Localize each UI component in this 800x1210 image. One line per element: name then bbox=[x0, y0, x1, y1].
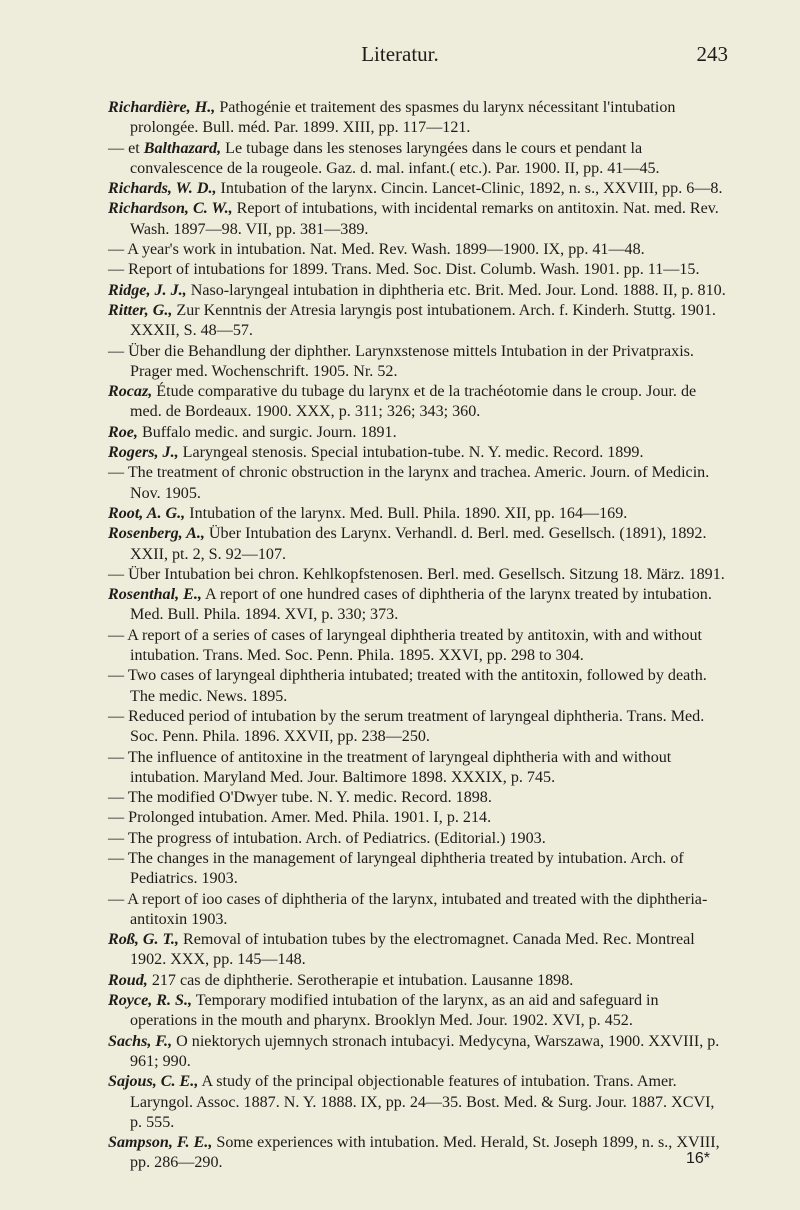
bibliography-entry bbox=[108, 1133, 728, 1174]
bibliography-entry bbox=[108, 301, 728, 342]
entry-author: Root, A. G., bbox=[108, 504, 186, 522]
entry-author: Royce, R. S., bbox=[108, 992, 193, 1010]
entry-author: Rosenthal, E., bbox=[108, 586, 202, 604]
bibliography-entry bbox=[108, 342, 728, 383]
entry-citation: Über Intubation des Larynx. Verhandl. d. Berl. med. Gesellsch. (1891), 1892. XXII, pt. 2, S. 92—107. bbox=[130, 525, 707, 563]
entry-citation: — The treatment of chronic obstruction in the larynx and trachea. Americ. Journ. of Medicin. Nov. 1905. bbox=[108, 464, 710, 502]
entry-author: Sajous, C. E., bbox=[108, 1073, 199, 1091]
bibliography-entry bbox=[108, 971, 728, 991]
bibliography-entry bbox=[108, 281, 728, 301]
entry-citation: 217 cas de diphtherie. Serotherapie et intubation. Lausanne 1898. bbox=[147, 971, 574, 989]
entry-author: Sachs, F., bbox=[108, 1032, 173, 1050]
bibliography-entry bbox=[108, 890, 728, 931]
bibliography-entry bbox=[108, 524, 728, 565]
bibliography-entry bbox=[108, 139, 728, 180]
bibliography-entry bbox=[108, 504, 728, 524]
running-head bbox=[0, 42, 800, 72]
bibliography-entry bbox=[108, 585, 728, 626]
entry-citation: — Über Intubation bei chron. Kehlkopfstenosen. Berl. med. Gesellsch. Sitzung 18. März. 1891. bbox=[108, 565, 725, 583]
entry-author: Richardson, C. W., bbox=[108, 200, 233, 218]
entry-citation: Buffalo medic. and surgic. Journ. 1891. bbox=[137, 423, 397, 441]
entry-citation: O niektorych ujemnych stronach intubacyi. Medycyna, Warszawa, 1900. XXVIII, p. 961; 990. bbox=[130, 1032, 720, 1070]
bibliography-entry bbox=[108, 991, 728, 1032]
entry-citation: Some experiences with intubation. Med. Herald, St. Joseph 1899, n. s., XVIII, pp. 286—290. bbox=[130, 1134, 720, 1172]
bibliography-entry bbox=[108, 382, 728, 423]
bibliography-list bbox=[108, 98, 728, 1174]
bibliography-entry bbox=[108, 748, 728, 789]
entry-citation: Intubation of the larynx. Med. Bull. Phila. 1890. XII, pp. 164—169. bbox=[185, 504, 628, 522]
bibliography-entry bbox=[108, 707, 728, 748]
printer-signature: 16* bbox=[685, 1150, 710, 1167]
entry-citation: Zur Kenntnis der Atresia laryngis post intubationem. Arch. f. Kinderh. Stuttg. 1901. XXXII, S. 48—57. bbox=[130, 301, 716, 340]
entry-author: Ritter, G., bbox=[108, 301, 173, 319]
bibliography-entry bbox=[108, 463, 728, 504]
page-number: 243 bbox=[696, 42, 728, 66]
bibliography-entry bbox=[108, 788, 728, 808]
bibliography-entry bbox=[108, 565, 728, 585]
entry-citation: — Report of intubations for 1899. Trans. Med. Soc. Dist. Columb. Wash. 1901. pp. 11—15. bbox=[108, 261, 700, 279]
bibliography-entry bbox=[108, 199, 728, 240]
bibliography-entry bbox=[108, 849, 728, 890]
entry-citation: A study of the principal objectionable features of intubation. Trans. Amer. Laryngol. Assoc. 1887. N. Y. 1888. IX, pp. 24—35. Bost. Med. & Surg. Jour. 1887. XCVI, p. 555. bbox=[130, 1073, 715, 1131]
entry-author: Richards, W. D., bbox=[108, 180, 217, 198]
entry-citation: Intubation of the larynx. Cincin. Lancet-Clinic, 1892, n. s., XXVIII, pp. 6—8. bbox=[216, 180, 723, 198]
bibliography-entry bbox=[108, 808, 728, 828]
bibliography-entry bbox=[108, 443, 728, 463]
entry-citation: — A year's work in intubation. Nat. Med. Rev. Wash. 1899—1900. IX, pp. 41—48. bbox=[108, 241, 645, 259]
entry-author: Roe, bbox=[108, 423, 138, 441]
entry-author: Balthazard, bbox=[143, 139, 222, 157]
entry-author: Roud, bbox=[108, 971, 148, 989]
entry-citation: — A report of ioo cases of diphtheria of the larynx, intubated and treated with the diphtheria-antitoxin 1903. bbox=[108, 890, 708, 928]
entry-citation: Temporary modified intubation of the larynx, as an aid and safeguard in operations in the mouth and pharynx. Brooklyn Med. Jour. 1902. XVI, p. 452. bbox=[130, 992, 659, 1030]
bibliography-entry bbox=[108, 423, 728, 443]
entry-citation: Pathogénie et traitement des spasmes du larynx nécessitant l'intubation prolongée. Bull. méd. Par. 1899. XIII, pp. 117—121. bbox=[130, 99, 676, 137]
entry-citation: — Reduced period of intubation by the serum treatment of laryngeal diphtheria. Trans. Med. Soc. Penn. Phila. 1896. XXVII, pp. 238—250. bbox=[108, 707, 705, 746]
bibliography-entry bbox=[108, 1032, 728, 1073]
entry-citation: — The progress of intubation. Arch. of Pediatrics. (Editorial.) 1903. bbox=[108, 829, 546, 847]
entry-citation: — The changes in the management of laryngeal diphtheria treated by intubation. Arch. of Pediatrics. 1903. bbox=[108, 849, 684, 888]
bibliography-entry bbox=[108, 98, 728, 139]
entry-citation: A report of one hundred cases of diphtheria of the larynx treated by intubation. Med. Bull. Phila. 1894. XVI, p. 330; 373. bbox=[130, 586, 712, 624]
entry-citation: — The influence of antitoxine in the treatment of laryngeal diphtheria with and without intubation. Maryland Med. Jour. Baltimore 1898. XXXIX, p. 745. bbox=[108, 748, 672, 786]
entry-citation: Removal of intubation tubes by the electromagnet. Canada Med. Rec. Montreal 1902. XXX, pp. 145—148. bbox=[130, 931, 695, 969]
bibliography-entry bbox=[108, 260, 728, 280]
bibliography-entry bbox=[108, 179, 728, 199]
entry-author: Sampson, F. E., bbox=[108, 1134, 213, 1152]
entry-author: Rogers, J., bbox=[108, 444, 179, 462]
entry-citation: — Two cases of laryngeal diphtheria intubated; treated with the antitoxin, followed by death. The medic. News. 1895. bbox=[108, 667, 707, 705]
entry-citation: — et bbox=[108, 139, 144, 157]
entry-citation: Naso-laryngeal intubation in diphtheria etc. Brit. Med. Jour. Lond. 1888. II, p. 810. bbox=[186, 281, 726, 299]
entry-citation: Report of intubations, with incidental remarks on antitoxin. Nat. med. Rev. Wash. 1897—98. VII, pp. 381—389. bbox=[130, 200, 719, 238]
bibliography-entry bbox=[108, 930, 728, 971]
entry-author: Richardière, H., bbox=[108, 99, 216, 116]
bibliography-entry bbox=[108, 1072, 728, 1133]
bibliography-entry bbox=[108, 240, 728, 260]
entry-author: Ridge, J. J., bbox=[108, 281, 187, 299]
entry-citation: Laryngeal stenosis. Special intubation-tube. N. Y. medic. Record. 1899. bbox=[178, 444, 644, 462]
entry-citation: — Prolonged intubation. Amer. Med. Phila. 1901. I, p. 214. bbox=[108, 809, 492, 827]
entry-citation: — Über die Behandlung der diphther. Larynxstenose mittels Intubation in der Privatpraxis. Prager med. Wochenschrift. 1905. Nr. 52. bbox=[108, 342, 694, 380]
entry-author: Rosenberg, A., bbox=[108, 525, 205, 543]
entry-citation: Étude comparative du tubage du larynx et de la trachéotomie dans le croup. Jour. de med. de Bordeaux. 1900. XXX, p. 311; 326; 343; 360. bbox=[130, 383, 697, 421]
entry-citation: — The modified O'Dwyer tube. N. Y. medic. Record. 1898. bbox=[108, 789, 492, 807]
running-head-title: Literatur. bbox=[361, 42, 439, 66]
bibliography-entry bbox=[108, 829, 728, 849]
bibliography-entry bbox=[108, 666, 728, 707]
bibliography-entry bbox=[108, 626, 728, 667]
entry-author: Roß, G. T., bbox=[108, 931, 179, 949]
entry-citation: — A report of a series of cases of laryngeal diphtheria treated by antitoxin, with and without intubation. Trans. Med. Soc. Penn. Phila. 1895. XXVI, pp. 298 to 304. bbox=[108, 626, 702, 665]
entry-author: Rocaz, bbox=[108, 383, 153, 401]
entry-citation: Le tubage dans les stenoses laryngées dans le cours et pendant la convalescence de la rougeole. Gaz. d. mal. infant.( etc.). Par. 1900. II, pp. 41—45. bbox=[130, 139, 660, 177]
